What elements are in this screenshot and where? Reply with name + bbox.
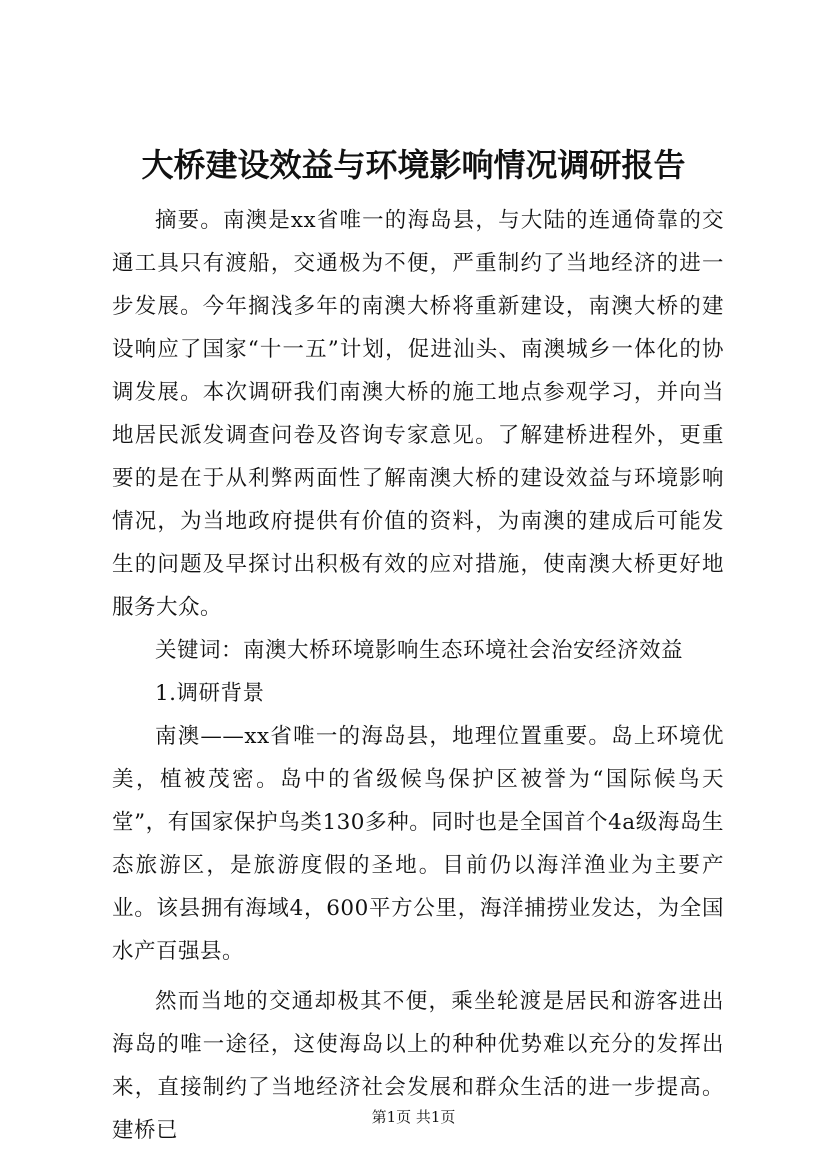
background-paragraph-1: 南澳——xx省唯一的海岛县，地理位置重要。岛上环境优美，植被茂密。岛中的省级候鸟保护区被誉为“国际候鸟天堂”，有国家保护鸟类130多种。同时也是全国首个4a级海岛生态旅游区，是旅游度假的圣地。目前仍以海洋渔业为主要产业。该县拥有海域4，600平方公里，海洋捕捞业发达，为全国水产百强县。 — [112, 724, 724, 964]
page-footer: 第1页 共1页 — [371, 1108, 456, 1126]
keywords-line: 关键词：南澳大桥环境影响生态环境社会治安经济效益 — [155, 638, 684, 663]
document-title: 大桥建设效益与环境影响情况调研报告 — [141, 146, 686, 184]
section-heading-background: 1.调研背景 — [155, 681, 265, 706]
abstract-paragraph: 摘要。南澳是xx省唯一的海岛县，与大陆的连通倚靠的交通工具只有渡船，交通极为不便，严重制约了当地经济的进一步发展。今年搁浅多年的南澳大桥将重新建设，南澳大桥的建设响应了国家“十一五”计划，促进汕头、南澳城乡一体化的协调发展。本次调研我们南澳大桥的施工地点参观学习，并向当地居民派发调查问卷及咨询专家意见。了解建桥进程外，更重要的是在于从利弊两面性了解南澳大桥的建设效益与环境影响情况，为当地政府提供有价值的资料，为南澳的建成后可能发生的问题及早探讨出积极有效的应对措施，使南澳大桥更好地服务大众。 — [112, 208, 724, 620]
background-paragraph-2: 然而当地的交通却极其不便，乘坐轮渡是居民和游客进出海岛的唯一途径，这使海岛以上的种种优势难以充分的发挥出来，直接制约了当地经济社会发展和群众生活的进一步提高。建桥已 — [112, 989, 724, 1143]
document-body — [112, 199, 724, 1152]
